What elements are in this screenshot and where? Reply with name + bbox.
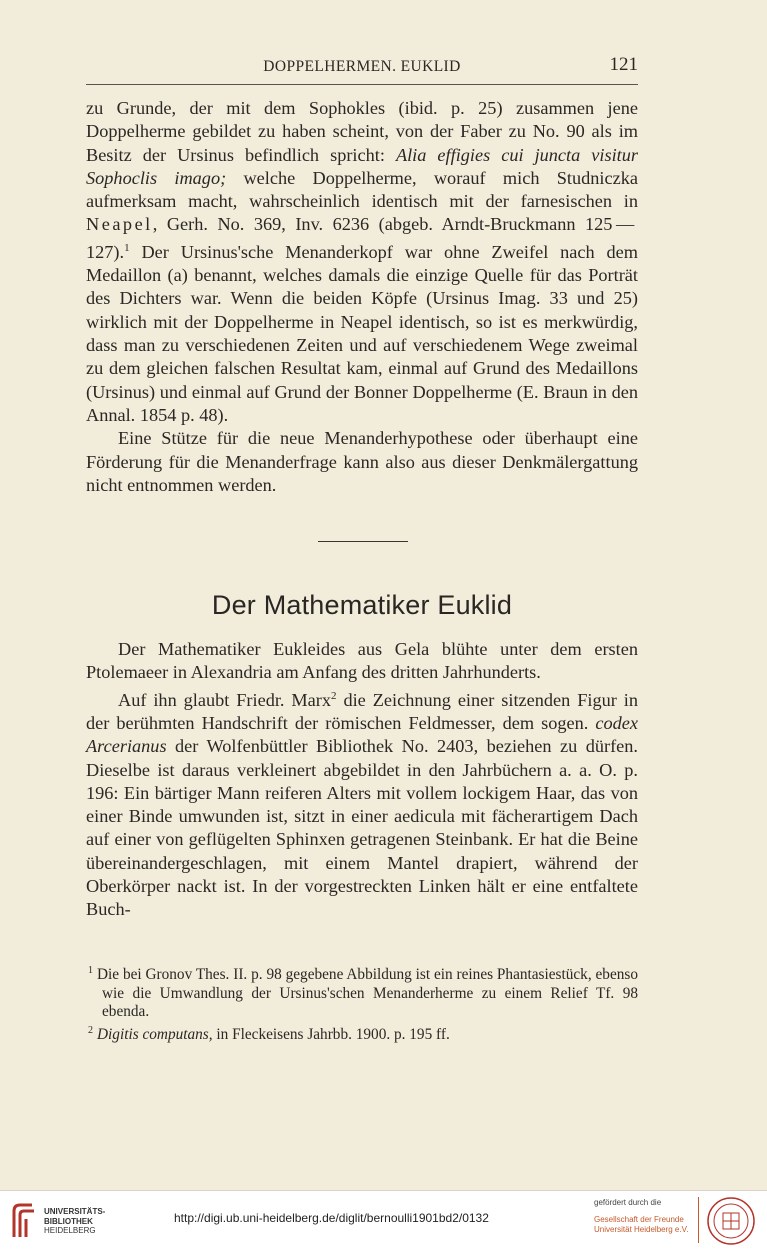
text-run: Auf ihn glaubt Friedr. Marx (118, 689, 332, 710)
sponsor-name-line2: Universität Heidelberg e.V. (594, 1225, 689, 1234)
sponsor-name-line1: Gesellschaft der Freunde (594, 1215, 684, 1224)
text-run: welche Doppelherme, worauf mich Studniczka aufmerksam macht, wahrscheinlich identisch mit der farnesischen in (86, 167, 638, 212)
permalink-url[interactable]: http://digi.ub.uni-heidelberg.de/diglit/bernoulli1901bd2/0132 (174, 1211, 489, 1225)
library-name-line1: UNIVERSITÄTS- (44, 1207, 106, 1216)
digitization-footer (0, 1190, 767, 1249)
footnote-ref-2: 2 (331, 689, 337, 702)
footnote-mark-2: 2 (88, 1024, 93, 1036)
footnote-1-text: Die bei Gronov Thes. II. p. 98 gegebene Abbildung ist ein reines Phantasiestück, ebenso wie die Umwandlung der Ursinus'schen Menanderherme zu einem Relief Tf. 98 ebenda. (97, 966, 638, 1021)
footnotes (86, 962, 638, 1044)
footnote-mark-1: 1 (88, 965, 93, 976)
footnote-1 (86, 962, 638, 1022)
text-run: der Wolfenbüttler Bibliothek No. 2403, beziehen zu dürfen. Dieselbe ist daraus verkleinert abgebildet in den Jahrbüchern a. a. O. p. 196: Ein bärtiger Mann reiferen Alters mit vollem lockigem Haar, das von einer Binde umwunden ist, sitzt in einer aedicula mit fächerartigem Dach auf einer von geflügelten Sphinxen getragenen Steinbank. Er hat die Beine übereinandergeschlagen, mit einem Mantel drapiert, während der Oberkörper nackt ist. In der vorgestreckten Linken hält er eine entfaltete Buch- (86, 736, 638, 920)
section-title: Der Mathematiker Euklid (211, 590, 513, 620)
spaced-place-name: Neapel (86, 214, 153, 235)
library-name-line2: BIBLIOTHEK (44, 1216, 93, 1226)
footnote-ref-1: 1 (124, 241, 130, 254)
section-paragraph-2 (86, 685, 638, 922)
running-head-title: DOPPELHERMEN. EUKLID (263, 58, 461, 75)
library-name-line3: HEIDELBERG (44, 1226, 96, 1235)
footnote-2-text: in Fleckeisens Jahrbb. 1900. p. 195 ff. (212, 1025, 450, 1043)
sponsor-label: gefördert durch die (594, 1198, 662, 1207)
text-run: zu Grunde, der mit dem Sophokles (ibid. p. 25) zusammen jene Doppelherme gebildet zu haben scheint, von der Faber zu No. 90 als im Besitz der Ursinus befindlich spricht: (86, 98, 638, 165)
sponsor-credit (594, 1198, 690, 1235)
section-body (86, 638, 638, 922)
section-divider-rule (318, 541, 408, 542)
footnote-2 (86, 1022, 638, 1045)
sponsor-divider (698, 1197, 699, 1243)
text-run: die Zeichnung einer sitzenden Figur in der berühmten Handschrift der römischen Feldmesser, dem sogen. (86, 689, 638, 733)
codex-name: codex Arcerianus (86, 712, 638, 757)
text-run: , Gerh. No. 369, Inv. 6236 (abgeb. Arndt-Bruckmann 125 — 127). (86, 214, 638, 262)
library-logo-icon (8, 1201, 38, 1241)
footnote-2-title: Digitis computans, (97, 1025, 213, 1043)
running-head (86, 56, 638, 85)
body-text (86, 97, 638, 497)
page-number: 121 (609, 54, 638, 75)
latin-quote: Alia effigies cui juncta visitur Sophoclis imago; (86, 144, 639, 188)
text-run: Der Ursinus'sche Menanderkopf war ohne Zweifel nach dem Medaillon (a) benannt, welches damals die einzige Quelle für das Porträt des Dichters war. Wenn die beiden Köpfe (Ursinus Imag. 33 und 25) wirklich mit der Doppelherme in Neapel identisch, so ist es merkwürdig, dass man zu verschiedenen Zeiten und auf verschiedenem Wege zweimal zu dem gleichen falschen Resultat kam, einmal auf Grund des Medaillons (Ursinus) und einmal auf Grund der Bonner Doppelherme (E. Braun in den Annal. 1854 p. 48). (86, 241, 638, 425)
library-name (44, 1207, 105, 1236)
section-paragraph-1: Der Mathematiker Eukleides aus Gela blühte unter dem ersten Ptolemaeer in Alexandria am Anfang des dritten Jahrhunderts. (86, 639, 638, 683)
university-seal-icon (706, 1196, 756, 1246)
paragraph-1 (86, 97, 638, 427)
paragraph-2: Eine Stütze für die neue Menanderhypothese oder überhaupt eine Förderung für die Menanderfrage kann also aus dieser Denkmälergattung nicht entnommen werden. (86, 428, 638, 495)
